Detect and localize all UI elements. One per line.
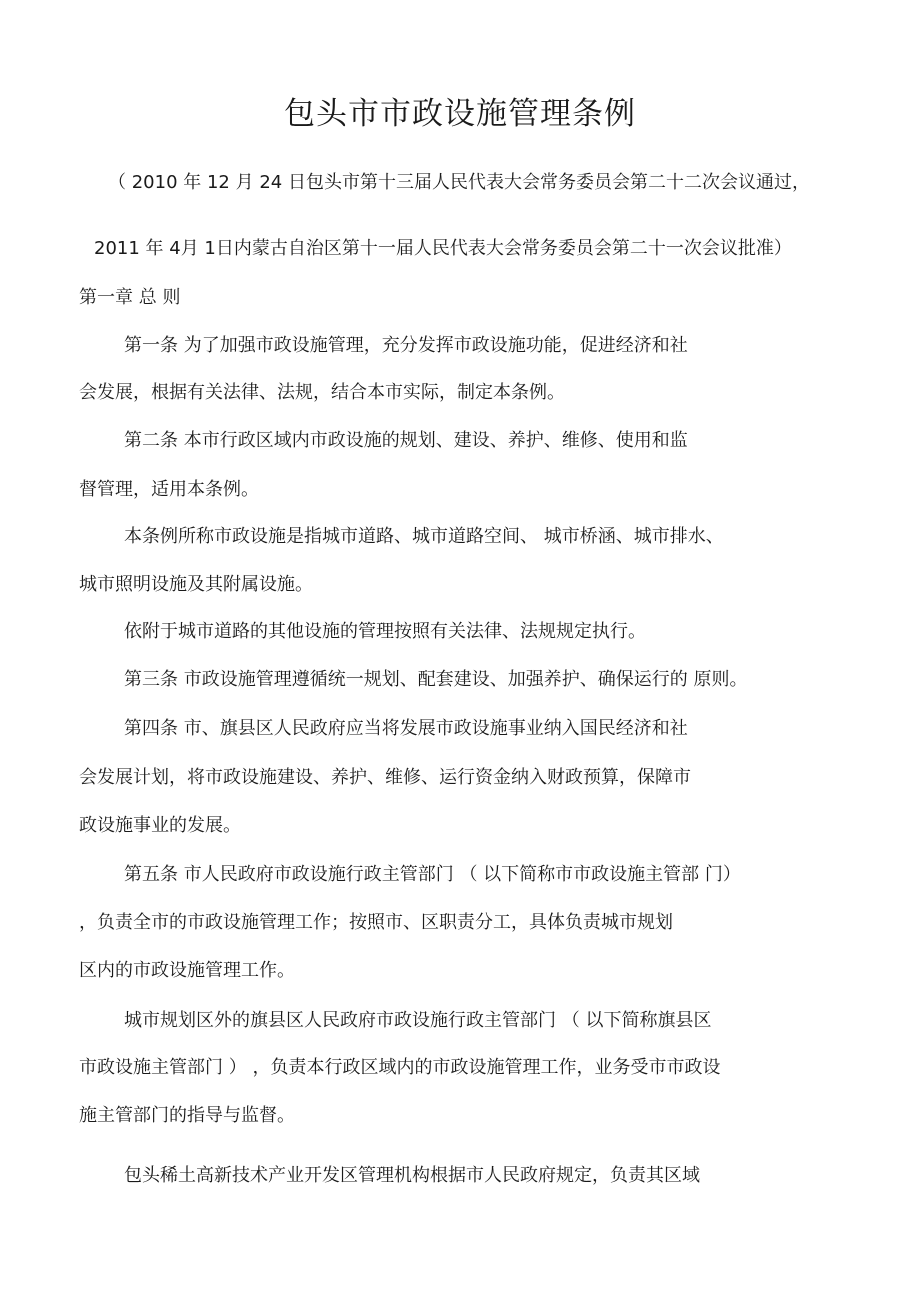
article-2-para-2-line-2: 城市照明设施及其附属设施。 — [79, 574, 313, 595]
adoption-note-line-2: 2011 年 4月 1日内蒙古自治区第十一届人民代表大会常务委员会第二十一次会议批准） — [94, 238, 792, 259]
article-5-para-2-line-3: 施主管部门的指导与监督。 — [79, 1105, 295, 1126]
article-5-line-2: ，负责全市的市政设施管理工作；按照市、区职责分工，具体负责城市规划 — [79, 912, 673, 933]
article-1-line-2: 会发展，根据有关法律、法规，结合本市实际，制定本条例。 — [79, 382, 565, 403]
chapter-heading: 第一章 总 则 — [79, 287, 181, 308]
document-title: 包头市市政设施管理条例 — [284, 96, 636, 132]
article-5-line-1: 第五条 市人民政府市政设施行政主管部门 （ 以下简称市市政设施主管部 门） — [124, 864, 741, 885]
article-1-line-1: 第一条 为了加强市政设施管理，充分发挥市政设施功能，促进经济和社 — [124, 335, 688, 356]
article-4-line-2: 会发展计划，将市政设施建设、养护、维修、运行资金纳入财政预算，保障市 — [79, 767, 691, 788]
article-2-para-2-line-1: 本条例所称市政设施是指城市道路、城市道路空间、 城市桥涵、城市排水、 — [124, 526, 724, 547]
article-5-para-2-line-1: 城市规划区外的旗县区人民政府市政设施行政主管部门 （ 以下简称旗县区 — [124, 1010, 712, 1031]
article-3: 第三条 市政设施管理遵循统一规划、配套建设、加强养护、确保运行的 原则。 — [124, 669, 748, 690]
article-2-para-3: 依附于城市道路的其他设施的管理按照有关法律、法规规定执行。 — [124, 621, 646, 642]
adoption-note-line-1: （ 2010 年 12 月 24 日包头市第十三届人民代表大会常务委员会第二十二次会议通过， — [108, 172, 810, 193]
article-5-line-3: 区内的市政设施管理工作。 — [79, 960, 295, 981]
article-4-line-1: 第四条 市、旗县区人民政府应当将发展市政设施事业纳入国民经济和社 — [124, 718, 688, 739]
article-4-line-3: 政设施事业的发展。 — [79, 815, 241, 836]
article-2-line-2: 督管理，适用本条例。 — [79, 479, 259, 500]
article-5-para-2-line-2: 市政设施主管部门 ） ，负责本行政区域内的市政设施管理工作，业务受市市政设 — [79, 1057, 721, 1078]
article-5-para-3-line-1: 包头稀土高新技术产业开发区管理机构根据市人民政府规定，负责其区域 — [124, 1165, 700, 1186]
article-2-line-1: 第二条 本市行政区域内市政设施的规划、建设、养护、维修、使用和监 — [124, 430, 688, 451]
